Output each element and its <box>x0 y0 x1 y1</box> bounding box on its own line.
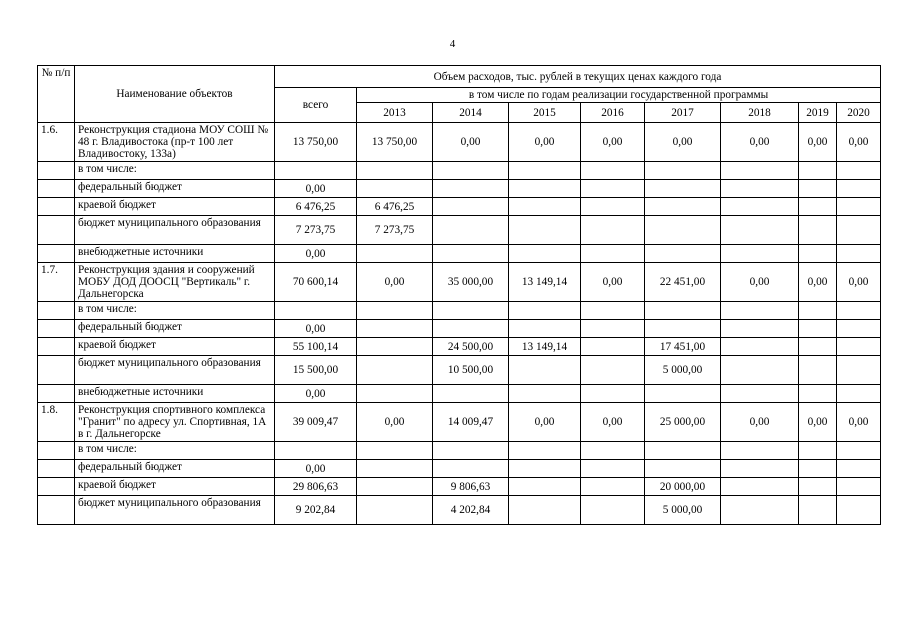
row-year-value <box>799 180 837 198</box>
row-year-value <box>581 442 645 460</box>
row-year-value <box>721 216 799 245</box>
row-year-value: 0,00 <box>509 403 581 442</box>
row-index <box>38 356 75 385</box>
table-row <box>38 123 881 162</box>
row-year-value <box>837 496 881 525</box>
row-year-value <box>357 478 433 496</box>
row-year-value <box>509 162 581 180</box>
row-name: в том числе: <box>75 442 275 460</box>
row-year-value <box>581 338 645 356</box>
row-year-value: 10 500,00 <box>433 356 509 385</box>
row-year-value <box>509 356 581 385</box>
row-year-value: 0,00 <box>721 403 799 442</box>
header-year-2016: 2016 <box>581 103 645 123</box>
row-index <box>38 198 75 216</box>
table-row <box>38 496 881 525</box>
row-year-value <box>645 442 721 460</box>
header-year-2018: 2018 <box>721 103 799 123</box>
row-year-value <box>721 496 799 525</box>
row-year-value <box>721 320 799 338</box>
row-index <box>38 245 75 263</box>
row-year-value <box>645 245 721 263</box>
row-name: федеральный бюджет <box>75 460 275 478</box>
row-year-value <box>645 180 721 198</box>
row-total: 39 009,47 <box>275 403 357 442</box>
row-year-value: 0,00 <box>357 263 433 302</box>
row-year-value <box>837 460 881 478</box>
row-name: в том числе: <box>75 162 275 180</box>
row-year-value <box>721 478 799 496</box>
row-year-value <box>721 460 799 478</box>
row-index <box>38 460 75 478</box>
header-years-title: в том числе по годам реализации государственной программы <box>357 88 881 103</box>
table-row <box>38 263 881 302</box>
row-year-value <box>357 356 433 385</box>
row-year-value <box>433 198 509 216</box>
row-year-value: 0,00 <box>357 403 433 442</box>
row-total <box>275 162 357 180</box>
row-year-value: 0,00 <box>509 123 581 162</box>
table-row <box>38 198 881 216</box>
row-year-value <box>357 338 433 356</box>
row-year-value <box>645 460 721 478</box>
row-year-value <box>721 245 799 263</box>
row-year-value <box>721 162 799 180</box>
row-year-value: 17 451,00 <box>645 338 721 356</box>
row-year-value <box>581 245 645 263</box>
row-year-value <box>721 442 799 460</box>
row-total <box>275 302 357 320</box>
header-num: № п/п <box>38 66 75 123</box>
row-year-value <box>433 442 509 460</box>
row-name: бюджет муниципального образования <box>75 356 275 385</box>
row-total: 7 273,75 <box>275 216 357 245</box>
row-year-value <box>357 245 433 263</box>
table-row <box>38 338 881 356</box>
row-year-value <box>357 442 433 460</box>
header-name: Наименование объектов <box>75 66 275 123</box>
row-year-value <box>433 302 509 320</box>
row-index <box>38 162 75 180</box>
row-year-value: 0,00 <box>581 123 645 162</box>
row-year-value <box>509 385 581 403</box>
row-index: 1.7. <box>38 263 75 302</box>
row-year-value <box>357 496 433 525</box>
row-year-value <box>721 302 799 320</box>
row-name: бюджет муниципального образования <box>75 216 275 245</box>
row-year-value <box>433 162 509 180</box>
row-year-value: 0,00 <box>581 403 645 442</box>
row-name: краевой бюджет <box>75 478 275 496</box>
row-year-value <box>509 216 581 245</box>
table-row <box>38 478 881 496</box>
row-year-value: 0,00 <box>799 403 837 442</box>
row-year-value <box>581 385 645 403</box>
row-year-value <box>799 302 837 320</box>
row-year-value: 24 500,00 <box>433 338 509 356</box>
row-year-value <box>509 180 581 198</box>
row-total <box>275 442 357 460</box>
row-year-value <box>721 198 799 216</box>
row-year-value <box>799 385 837 403</box>
row-year-value <box>433 216 509 245</box>
row-year-value: 5 000,00 <box>645 496 721 525</box>
header-year-2020: 2020 <box>837 103 881 123</box>
table-row <box>38 356 881 385</box>
row-year-value <box>799 198 837 216</box>
row-year-value <box>837 216 881 245</box>
row-year-value <box>837 356 881 385</box>
table-row <box>38 162 881 180</box>
row-year-value: 0,00 <box>837 123 881 162</box>
row-name: федеральный бюджет <box>75 320 275 338</box>
table-row <box>38 442 881 460</box>
header-total: всего <box>275 88 357 123</box>
row-year-value <box>509 245 581 263</box>
table-row <box>38 180 881 198</box>
row-year-value <box>581 302 645 320</box>
row-year-value <box>509 442 581 460</box>
row-year-value <box>581 162 645 180</box>
row-year-value <box>509 478 581 496</box>
row-year-value: 0,00 <box>837 263 881 302</box>
row-total: 9 202,84 <box>275 496 357 525</box>
row-total: 70 600,14 <box>275 263 357 302</box>
row-year-value <box>799 478 837 496</box>
header-year-2019: 2019 <box>799 103 837 123</box>
row-year-value <box>433 180 509 198</box>
row-year-value <box>799 216 837 245</box>
header-expense-title: Объем расходов, тыс. рублей в текущих ценах каждого года <box>275 66 881 88</box>
row-year-value: 0,00 <box>721 123 799 162</box>
row-year-value <box>837 162 881 180</box>
row-total: 13 750,00 <box>275 123 357 162</box>
row-year-value <box>509 302 581 320</box>
row-total: 0,00 <box>275 385 357 403</box>
row-year-value: 13 149,14 <box>509 338 581 356</box>
row-total: 0,00 <box>275 180 357 198</box>
row-index <box>38 216 75 245</box>
row-year-value <box>837 302 881 320</box>
row-total: 0,00 <box>275 320 357 338</box>
row-year-value: 0,00 <box>581 263 645 302</box>
row-year-value <box>581 460 645 478</box>
header-year-2014: 2014 <box>433 103 509 123</box>
row-year-value <box>645 216 721 245</box>
row-name: в том числе: <box>75 302 275 320</box>
header-year-2013: 2013 <box>357 103 433 123</box>
row-year-value: 22 451,00 <box>645 263 721 302</box>
row-name: краевой бюджет <box>75 338 275 356</box>
row-year-value <box>645 198 721 216</box>
row-name: бюджет муниципального образования <box>75 496 275 525</box>
row-year-value <box>837 198 881 216</box>
row-year-value <box>799 460 837 478</box>
row-year-value <box>799 442 837 460</box>
table-row <box>38 460 881 478</box>
row-year-value <box>581 478 645 496</box>
row-year-value <box>581 216 645 245</box>
row-total: 15 500,00 <box>275 356 357 385</box>
row-year-value <box>357 302 433 320</box>
row-index <box>38 302 75 320</box>
row-year-value <box>837 320 881 338</box>
row-index: 1.8. <box>38 403 75 442</box>
row-year-value <box>721 180 799 198</box>
row-year-value <box>645 162 721 180</box>
row-index <box>38 338 75 356</box>
row-year-value <box>837 442 881 460</box>
row-year-value <box>837 338 881 356</box>
row-year-value <box>799 356 837 385</box>
row-year-value: 7 273,75 <box>357 216 433 245</box>
row-year-value: 20 000,00 <box>645 478 721 496</box>
row-year-value: 0,00 <box>837 403 881 442</box>
row-name: Реконструкция здания и сооружений МОБУ ДОД ДООСЦ "Вертикаль" г. Дальнегорска <box>75 263 275 302</box>
row-year-value <box>509 496 581 525</box>
row-year-value <box>357 385 433 403</box>
row-year-value <box>509 320 581 338</box>
row-year-value <box>645 320 721 338</box>
row-year-value <box>799 162 837 180</box>
row-year-value <box>837 180 881 198</box>
row-name: Реконструкция спортивного комплекса "Гранит" по адресу ул. Спортивная, 1А в г. Дальнегорске <box>75 403 275 442</box>
row-year-value: 0,00 <box>645 123 721 162</box>
row-year-value <box>837 478 881 496</box>
row-total: 29 806,63 <box>275 478 357 496</box>
row-year-value <box>581 180 645 198</box>
row-year-value <box>721 385 799 403</box>
row-index: 1.6. <box>38 123 75 162</box>
row-year-value: 0,00 <box>799 263 837 302</box>
table-row <box>38 385 881 403</box>
row-index <box>38 478 75 496</box>
row-name: краевой бюджет <box>75 198 275 216</box>
row-index <box>38 320 75 338</box>
row-year-value <box>357 460 433 478</box>
row-year-value <box>433 460 509 478</box>
row-index <box>38 385 75 403</box>
row-year-value <box>721 338 799 356</box>
row-year-value: 9 806,63 <box>433 478 509 496</box>
row-year-value <box>433 385 509 403</box>
row-year-value: 0,00 <box>433 123 509 162</box>
row-year-value: 0,00 <box>721 263 799 302</box>
row-year-value: 5 000,00 <box>645 356 721 385</box>
row-index <box>38 180 75 198</box>
header-year-2017: 2017 <box>645 103 721 123</box>
row-year-value: 13 149,14 <box>509 263 581 302</box>
row-year-value <box>357 320 433 338</box>
row-year-value <box>645 302 721 320</box>
row-year-value <box>799 496 837 525</box>
row-index <box>38 442 75 460</box>
row-year-value <box>721 356 799 385</box>
row-year-value: 0,00 <box>799 123 837 162</box>
row-year-value: 25 000,00 <box>645 403 721 442</box>
row-name: внебюджетные источники <box>75 385 275 403</box>
row-total: 0,00 <box>275 245 357 263</box>
row-year-value <box>799 338 837 356</box>
table-row <box>38 216 881 245</box>
table-row <box>38 245 881 263</box>
row-year-value <box>581 496 645 525</box>
header-year-2015: 2015 <box>509 103 581 123</box>
row-year-value <box>581 198 645 216</box>
row-year-value <box>581 356 645 385</box>
row-year-value <box>837 245 881 263</box>
row-name: Реконструкция стадиона МОУ СОШ № 48 г. Владивостока (пр-т 100 лет Владивостоку, 133а) <box>75 123 275 162</box>
row-year-value <box>837 385 881 403</box>
row-year-value <box>433 245 509 263</box>
row-year-value <box>799 245 837 263</box>
table-row <box>38 302 881 320</box>
row-year-value <box>357 180 433 198</box>
table-row <box>38 320 881 338</box>
row-year-value <box>799 320 837 338</box>
row-total: 0,00 <box>275 460 357 478</box>
row-year-value <box>645 385 721 403</box>
row-total: 6 476,25 <box>275 198 357 216</box>
row-year-value: 6 476,25 <box>357 198 433 216</box>
row-year-value <box>509 198 581 216</box>
row-year-value <box>357 162 433 180</box>
row-name: федеральный бюджет <box>75 180 275 198</box>
row-year-value <box>581 320 645 338</box>
row-year-value <box>509 460 581 478</box>
row-year-value: 13 750,00 <box>357 123 433 162</box>
row-year-value: 14 009,47 <box>433 403 509 442</box>
page-number: 4 <box>449 38 456 50</box>
row-year-value: 4 202,84 <box>433 496 509 525</box>
row-index <box>38 496 75 525</box>
expense-table <box>37 65 881 525</box>
row-year-value: 35 000,00 <box>433 263 509 302</box>
row-name: внебюджетные источники <box>75 245 275 263</box>
table-row <box>38 403 881 442</box>
row-total: 55 100,14 <box>275 338 357 356</box>
row-year-value <box>433 320 509 338</box>
